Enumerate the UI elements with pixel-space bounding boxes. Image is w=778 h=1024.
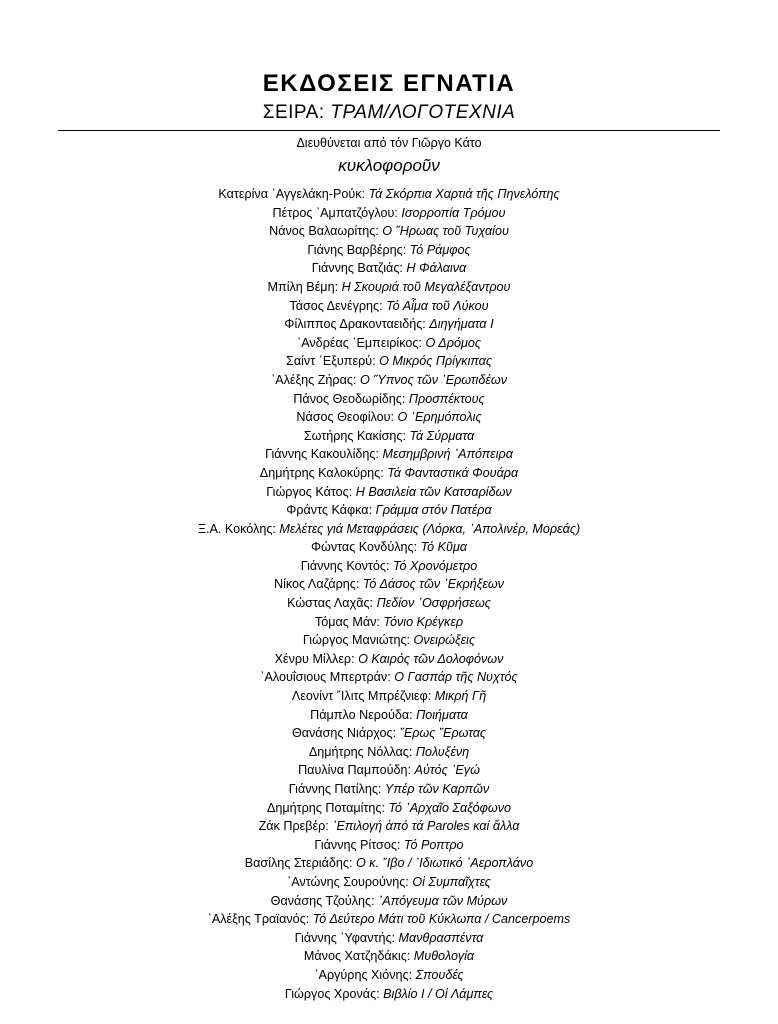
list-item xyxy=(40,557,738,576)
list-item xyxy=(40,334,738,353)
book-author: Φράντς Κάφκα: xyxy=(286,503,373,518)
book-author: Γιάννης Κακουλίδης: xyxy=(265,447,379,462)
book-title: Οἱ Συμπαῖχτες xyxy=(412,874,491,889)
book-author: Γιώργος Χρονάς: xyxy=(284,986,380,1001)
book-author: Γιώργος Μανιώτης: xyxy=(302,633,411,648)
book-author: Κώστας Λαχᾶς: xyxy=(287,596,374,611)
list-item xyxy=(40,985,738,1004)
list-item xyxy=(40,575,738,594)
book-author: Μπίλη Βέμη: xyxy=(267,279,339,294)
list-item xyxy=(40,706,738,725)
list-item xyxy=(40,352,738,371)
book-author: Σωτήρης Κακίσης: xyxy=(303,428,406,443)
book-title: Ο Μικρός Πρίγκιπας xyxy=(379,354,492,369)
book-title: Πεδίον ᾽Οσφρήσεως xyxy=(376,596,491,611)
book-author: Φίλιππος Δρακονταειδής: xyxy=(284,317,426,332)
book-title: Τό Χρονόμετρο xyxy=(392,558,478,573)
list-item xyxy=(40,761,738,780)
book-author: ᾽Αλουΐσιους Μπερτράν: xyxy=(260,670,391,685)
book-author: Πάνος Θεοδωρίδης: xyxy=(293,391,406,406)
list-item xyxy=(40,483,738,502)
book-title: Ο ῞Ηρωας τοῦ Τυχαίου xyxy=(382,224,509,239)
book-title: Ο ᾽Ερημόπολις xyxy=(397,410,482,425)
book-author: Γιάννης Βατζιάς: xyxy=(311,261,403,276)
list-item xyxy=(40,892,738,911)
book-title: Τά Σκόρπια Χαρτιά τῆς Πηνελόπης xyxy=(368,187,560,201)
book-author: Δημήτρης Ποταμίτης: xyxy=(266,800,385,815)
book-title: Σπουδές xyxy=(415,967,464,982)
book-author: Δημήτρης Νόλλας: xyxy=(308,744,413,759)
book-list xyxy=(40,185,738,1003)
book-title: Αὐτός ᾽Εγώ xyxy=(414,763,480,778)
publisher-title: ΕΚΔΟΣΕΙΣ ΕΓΝΑΤΙΑ xyxy=(262,70,516,97)
book-title: Ο Καιρός τῶν Δολοφόνων xyxy=(358,651,504,666)
book-author: Φώντας Κονδύλης: xyxy=(310,540,418,555)
book-author: Θανάσης Νιάρχος: xyxy=(291,726,397,741)
book-title: Ο ῞Υπνος τῶν ᾽Ερωτιδέων xyxy=(359,372,507,387)
list-item xyxy=(40,650,738,669)
director-line: Διευθύνεται από τόν Γιῶργο Κάτο xyxy=(296,136,482,150)
list-item xyxy=(40,278,738,297)
list-item xyxy=(40,929,738,948)
book-title: Τά Φανταστικά Φουάρα xyxy=(387,465,519,480)
book-title: Τό Κῦμα xyxy=(420,540,468,555)
series-label: ΣΕΙΡΑ: xyxy=(262,102,325,123)
list-item xyxy=(40,501,738,520)
book-title: Μεσημβρινή ᾽Απόπειρα xyxy=(382,447,513,462)
book-author: Νίκος Λαζάρης: xyxy=(274,577,360,592)
book-title: Υπέρ τῶν Καρπῶν xyxy=(384,782,490,796)
book-title: Τό Ροπτρο xyxy=(403,837,464,852)
list-item xyxy=(40,613,738,632)
book-title: Ισορροπία Τρόμου xyxy=(401,205,506,220)
book-title: Ονειρώξεις xyxy=(413,633,476,648)
list-item xyxy=(40,315,738,334)
book-author: Μάνος Χατζηδάκις: xyxy=(303,949,411,964)
list-item xyxy=(40,371,738,390)
list-item xyxy=(40,241,738,260)
book-author: Γιάνης Βαρβέρης: xyxy=(307,242,407,257)
book-author: Βασίλης Στεριάδης: xyxy=(244,856,353,871)
book-author: ᾽Αντώνης Σουρούνης: xyxy=(287,874,409,889)
list-item xyxy=(40,427,738,446)
book-title: Ο Δρόμος xyxy=(425,335,481,350)
list-item xyxy=(40,724,738,743)
book-title: Διηγήματα Ι xyxy=(429,317,494,332)
book-author: ᾽Αλέξης Τραϊανός: xyxy=(207,912,310,927)
list-item xyxy=(40,743,738,762)
list-item xyxy=(40,817,738,836)
list-item xyxy=(40,259,738,278)
list-item xyxy=(40,445,738,464)
book-title: Γράμμα στόν Πατέρα xyxy=(375,503,492,518)
book-title: Μικρή Γῆ xyxy=(434,689,487,704)
book-author: Κατερίνα ᾽Αγγελάκη-Ρούκ: xyxy=(218,187,366,201)
list-item xyxy=(40,966,738,985)
book-author: Χένρυ Μίλλερ: xyxy=(274,651,355,666)
book-author: ᾽Αλέξης Ζήρας: xyxy=(271,372,357,387)
book-author: Πέτρος ᾽Αμπατζόγλου: xyxy=(272,205,398,220)
book-title: Βιβλίο Ι / Οἱ Λάμπες xyxy=(383,986,494,1001)
list-item xyxy=(40,408,738,427)
book-title: Ο κ. ῎Ιβο / ᾽Ιδιωτικό ᾽Αεροπλάνο xyxy=(355,856,534,871)
book-author: Πάμπλο Νερούδα: xyxy=(310,707,413,722)
list-item xyxy=(40,464,738,483)
book-title: Τόνιο Κρέγκερ xyxy=(383,614,464,629)
list-item xyxy=(40,538,738,557)
book-author: Δημήτρης Καλοκύρης: xyxy=(259,465,384,480)
book-author: Νάσος Θεοφίλου: xyxy=(296,410,394,425)
book-author: Ζάκ Πρεβέρ: xyxy=(258,819,329,834)
book-author: Θανάσης Τζούλης: xyxy=(270,893,375,908)
book-author: ᾽Αργύρης Χιόνης: xyxy=(314,967,413,982)
list-item xyxy=(40,854,738,873)
book-title: Μυθολογία xyxy=(413,949,475,964)
book-author: Λεονίντ ῎Ιλιτς Μπρέζνιεφ: xyxy=(291,689,432,704)
book-author: Νάνος Βαλαωρίτης: xyxy=(269,224,379,239)
book-title: Τό Δεύτερο Μάτι τοῦ Κύκλωπα / Cancerpoems xyxy=(312,912,571,927)
list-item xyxy=(40,780,738,799)
book-title: Η Σκουριά τοῦ Μεγαλέξαντρου xyxy=(341,279,511,294)
book-title: Η Φάλαινα xyxy=(406,261,467,276)
list-item xyxy=(40,390,738,409)
list-item xyxy=(40,687,738,706)
list-item xyxy=(40,947,738,966)
list-item xyxy=(40,668,738,687)
book-title: Τά Σύρματα xyxy=(409,428,475,443)
book-author: Ξ.Α. Κοκόλης: xyxy=(197,521,276,536)
list-item xyxy=(40,631,738,650)
list-item xyxy=(40,222,738,241)
book-title: Μελέτες γιά Μεταφράσεις (Λόρκα, ᾽Απολινέρ, Μορεάς) xyxy=(279,521,581,536)
list-item xyxy=(40,204,738,223)
book-author: Γιάννης ῾Υφαντής: xyxy=(294,930,396,945)
series-line xyxy=(40,102,738,124)
book-title: Ποιήματα xyxy=(416,707,468,722)
book-author: Γιάννης Πατίλης: xyxy=(288,782,382,796)
horizontal-divider xyxy=(58,130,720,131)
series-name: ΤΡΑΜ/ΛΟΓΟΤΕΧΝΙΑ xyxy=(330,102,516,123)
book-title: Πολυξένη xyxy=(415,744,470,759)
list-item xyxy=(40,594,738,613)
book-title: ᾽Επιλογή ἀπό τά Paroles καί ἄλλα xyxy=(332,819,520,834)
book-author: Σαίντ ᾽Εξυπερύ: xyxy=(286,354,376,369)
book-title: Τό Αἷμα τοῦ Λύκου xyxy=(386,298,489,313)
list-item xyxy=(40,297,738,316)
book-author: Τάσος Δενέγρης: xyxy=(289,298,383,313)
book-title: Τό ᾽Αρχαῖο Σαξόφωνο xyxy=(388,800,511,815)
book-author: Γιάννης Ρίτσος: xyxy=(314,837,401,852)
book-author: Γιώργος Κάτος: xyxy=(266,484,353,499)
list-item xyxy=(40,910,738,929)
list-item xyxy=(40,873,738,892)
book-author: Γιάννης Κοντός: xyxy=(300,558,390,573)
list-item xyxy=(40,185,738,204)
book-title: Προσπέκτους xyxy=(408,391,485,406)
list-item xyxy=(40,520,738,539)
book-title: Ο Γασπάρ τῆς Νυχτός xyxy=(394,670,518,685)
list-item xyxy=(40,836,738,855)
book-title: Μανθρασπέντα xyxy=(398,930,484,945)
book-author: ᾽Ανδρέας ᾽Εμπειρίκος: xyxy=(297,335,422,350)
list-item xyxy=(40,799,738,818)
book-title: ᾽Απόγευμα τῶν Μύρων xyxy=(378,893,508,908)
book-title: Η Βασιλεία τῶν Κατσαρίδων xyxy=(355,484,512,499)
book-author: Τόμας Μάν: xyxy=(314,614,380,629)
book-title: Τό Δάσος τῶν ᾽Εκρήξεων xyxy=(362,577,504,592)
book-author: Παυλίνα Παμπούδη: xyxy=(298,763,412,778)
section-title: κυκλοφοροῦν xyxy=(338,156,440,175)
book-title: ῎Ερως ῎Ερωτας xyxy=(399,726,487,741)
book-title: Τό Ράμφος xyxy=(409,242,471,257)
